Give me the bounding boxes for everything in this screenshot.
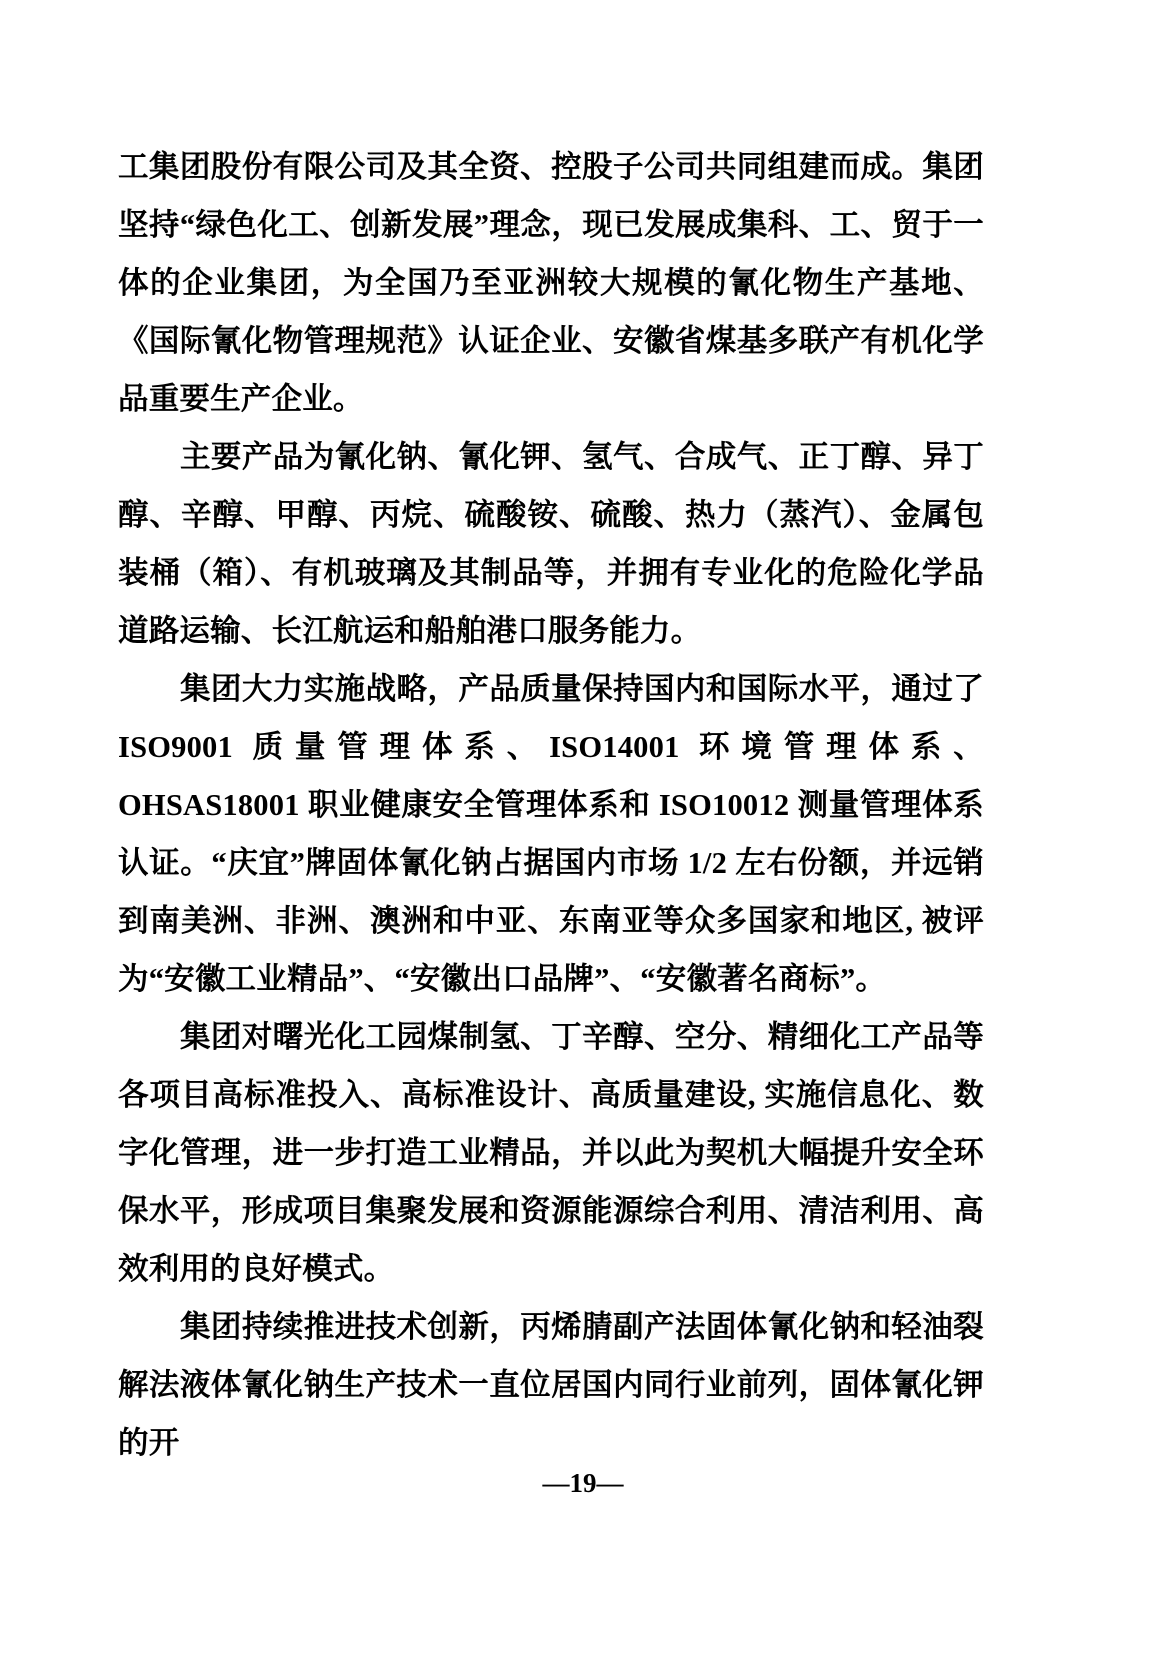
paragraph-4: 集团对曙光化工园煤制氢、丁辛醇、空分、精细化工产品等各项目高标准投入、高标准设计、高质量建设, 实施信息化、数字化管理，进一步打造工业精品，并以此为契机大幅提升安全环保水平，形成项目集聚发展和资源能源综合利用、清洁利用、高效利用的良好模式。 — [118, 1020, 984, 1286]
paragraph-1: 工集团股份有限公司及其全资、控股子公司共同组建而成。集团坚持“绿色化工、创新发展”理念，现已发展成集科、工、贸于一体的企业集团，为全国乃至亚洲较大规模的氰化物生产基地、《国际氰化物管理规范》认证企业、安徽省煤基多联产有机化学品重要生产企业。 — [118, 150, 984, 416]
page-number: —19— — [542, 1468, 624, 1498]
paragraph-5: 集团持续推进技术创新，丙烯腈副产法固体氰化钠和轻油裂解法液体氰化钠生产技术一直位居国内同行业前列，固体氰化钾的开 — [118, 1310, 984, 1460]
page-body — [118, 138, 984, 1472]
paragraph-2: 主要产品为氰化钠、氰化钾、氢气、合成气、正丁醇、异丁醇、辛醇、甲醇、丙烷、硫酸铵、硫酸、热力（蒸汽）、金属包装桶（箱）、有机玻璃及其制品等，并拥有专业化的危险化学品道路运输、长江航运和船舶港口服务能力。 — [118, 440, 984, 648]
paragraph-3: 集团大力实施战略，产品质量保持国内和国际水平，通过了ISO9001 质量管理体系、ISO14001 环境管理体系、OHSAS18001 职业健康安全管理体系和 ISO10012 测量管理体系认证。“庆宜”牌固体氰化钠占据国内市场 1/2 左右份额，并远销到南美洲、非洲、澳洲和中亚、东南亚等众多国家和地区, 被评为“安徽工业精品”、“安徽出口品牌”、“安徽著名商标”。 — [118, 672, 984, 996]
